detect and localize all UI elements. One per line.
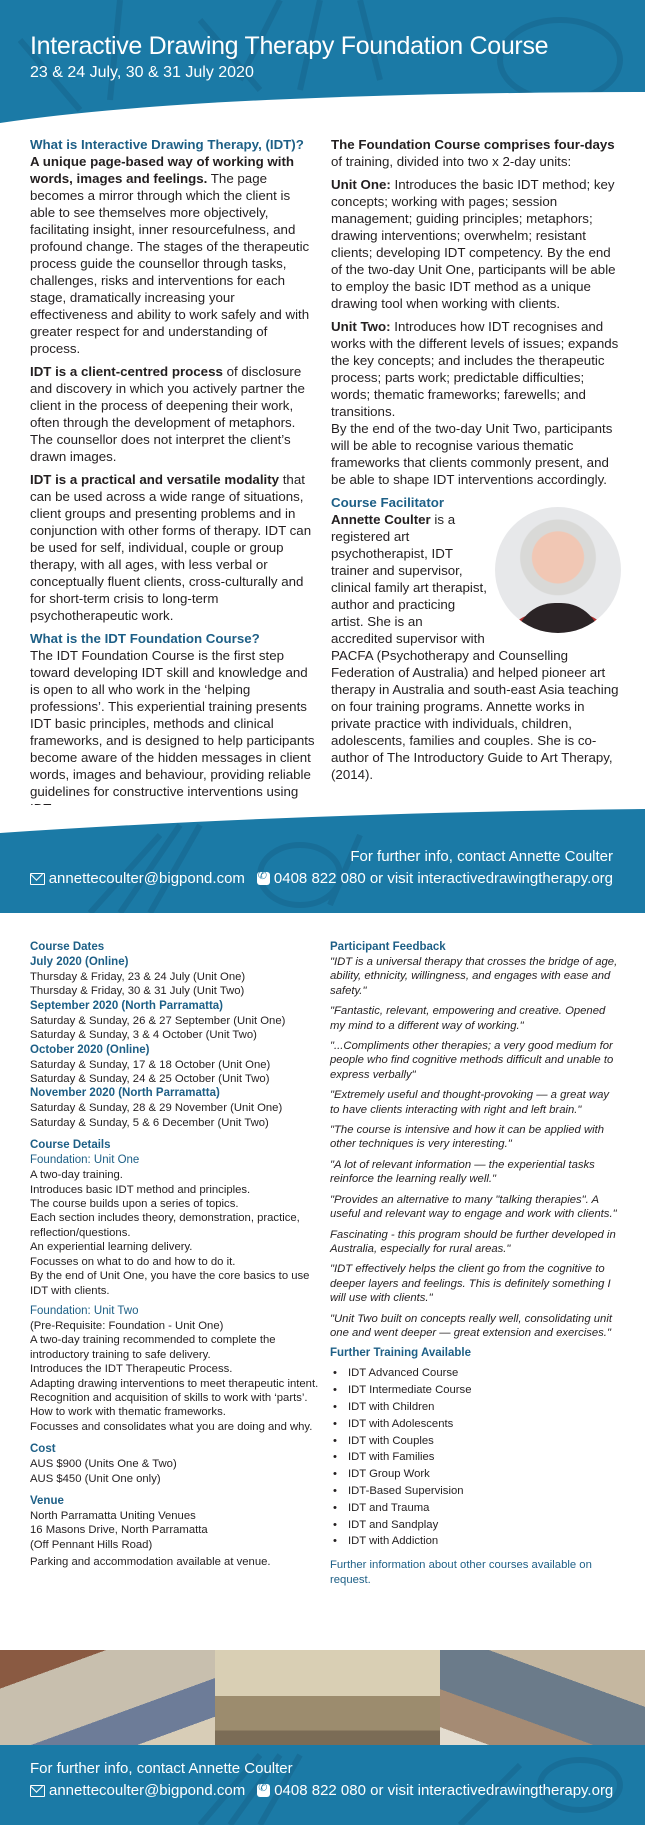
unit-one-label: Unit One: xyxy=(331,177,391,192)
unit-two-label: Unit Two: xyxy=(331,319,391,334)
intro-p3-text: that can be used across a wide range of situations, client groups and presenting problems and in conjunction with other forms of therapy. IDT can be used for self, individual, couple or group therapy, with all ages, with less verbal or conceptually fluent clients, cross-culturally and for short-term crisis to long-term psychotherapeutic work. xyxy=(30,472,312,623)
feedback-quote: "A lot of relevant information — the experiential tasks reinforce the learning really well." xyxy=(330,1158,595,1186)
detail-line: Recognition and acquisition of skills to work with ‘parts’. xyxy=(30,1391,308,1404)
further-training-list xyxy=(330,1365,620,1550)
feedback-quote: "IDT is a universal therapy that crosses the bridge of age, ability, ethnicity, willingness, and engages with ease and safety." xyxy=(330,956,618,997)
unit-two-heading: Foundation: Unit Two xyxy=(30,1304,139,1317)
foundation-course-heading: What is the IDT Foundation Course? xyxy=(30,631,260,646)
contact-phone-website[interactable]: 0408 822 080 or visit interactivedrawingtherapy.org xyxy=(273,870,613,887)
date-line: Saturday & Sunday, 5 & 6 December (Unit Two) xyxy=(30,1116,269,1129)
detail-line: By the end of Unit One, you have the core basics to use IDT with clients. xyxy=(30,1270,310,1297)
intro-column xyxy=(30,136,315,823)
facilitator-section xyxy=(331,494,621,783)
date-line: Saturday & Sunday, 17 & 18 October (Unit One) xyxy=(30,1058,271,1071)
date-line: Thursday & Friday, 23 & 24 July (Unit One) xyxy=(30,971,246,983)
detail-line: A two-day training. xyxy=(30,1169,123,1182)
date-group-heading: July 2020 (Online) xyxy=(30,956,129,968)
detail-line: Each section includes theory, demonstration, practice, reflection/questions. xyxy=(30,1212,300,1239)
facilitator-heading: Course Facilitator xyxy=(331,495,445,510)
venue-address: 16 Masons Drive, North Parramatta xyxy=(30,1524,208,1537)
intro-p1-text: The page becomes a mirror through which the client is able to see themselves more objectively, facilitating insight, inner resourcefulness, and profound change. The stages of the therapeutic process guide the counsellor through tasks, challenges, risks and interventions for each stage, dramatically increasing your effectiveness and ability to work safely and with greater respect for and understanding of process. xyxy=(30,171,310,356)
detail-line: Focusses and consolidates what you are doing and why. xyxy=(30,1420,313,1433)
foundation-course-text: The IDT Foundation Course is the first step toward developing IDT skill and knowledge and is open to all who work in the ‘helping professions’. This experiential training presents IDT basic principles, methods and clinical frameworks, and is designed to help participants become aware of the hidden messages in client words, images and behaviour, providing reliable guidelines for constructive interventions using xyxy=(30,648,315,799)
feedback-heading: Participant Feedback xyxy=(330,941,446,953)
feedback-quote: "Provides an alternative to many "talking therapies". A useful and relevant way to engage and work with clients." xyxy=(330,1193,617,1221)
detail-line: (Pre-Requisite: Foundation - Unit One) xyxy=(30,1319,224,1332)
detail-line: Focusses on what to do and how to do it. xyxy=(30,1255,236,1268)
detail-line: Introduces basic IDT method and principles. xyxy=(30,1183,251,1196)
date-group-heading: September 2020 (North Parramatta) xyxy=(30,999,224,1012)
training-item: • IDT with Families xyxy=(330,1449,620,1466)
intro-paragraph-3 xyxy=(30,471,315,624)
contact-email[interactable]: annettecoulter@bigpond.com xyxy=(48,870,245,887)
course-comprises-bold: The Foundation Course comprises four-days xyxy=(331,137,615,152)
date-group-heading: October 2020 (Online) xyxy=(30,1043,150,1056)
venue-note: Parking and accommodation available at venue. xyxy=(30,1556,271,1569)
course-dates-list xyxy=(30,955,320,1130)
details-column xyxy=(30,940,320,1570)
training-item: • IDT with Addiction xyxy=(330,1533,620,1550)
mail-icon xyxy=(30,873,45,885)
course-dates-subtitle: 23 & 24 July, 30 & 31 July 2020 xyxy=(30,64,254,81)
mail-icon xyxy=(30,1785,45,1797)
facilitator-photo xyxy=(495,507,621,633)
intro-paragraph-1 xyxy=(30,153,315,357)
unit-two-outcome: By the end of the two-day Unit Two, participants will be able to recognise various thematic frameworks that clients commonly present, and be able to shape IDT interventions accordingly. xyxy=(331,421,613,487)
course-dates-heading: Course Dates xyxy=(30,941,105,953)
training-item: • IDT and Sandplay xyxy=(330,1517,620,1534)
unit-two-text: Introduces how IDT recognises and works with the different levels of issues; expands the key concepts; and includes the therapeutic process; parts work; predictable difficulties; words; thematic frameworks; farewells; and transitions. xyxy=(331,319,619,419)
training-item: • IDT Advanced Course xyxy=(330,1365,620,1382)
detail-line: Introduces the IDT Therapeutic Process. xyxy=(30,1363,233,1376)
feedback-quote: "...Compliments other therapies; a very good medium for people who find cognitive methods difficult and unable to express verbally" xyxy=(330,1040,614,1081)
contact-details xyxy=(30,870,613,887)
phone-icon xyxy=(257,872,270,885)
unit-one-heading: Foundation: Unit One xyxy=(30,1154,140,1167)
cost-heading: Cost xyxy=(30,1443,56,1456)
detail-line: Adapting drawing interventions to meet therapeutic intent. xyxy=(30,1377,319,1390)
footer-contact-details xyxy=(30,1782,613,1799)
intro-paragraph-2 xyxy=(30,363,315,465)
header-banner xyxy=(0,0,645,130)
detail-line: How to work with thematic frameworks. xyxy=(30,1406,226,1419)
date-line: Saturday & Sunday, 26 & 27 September (Unit One) xyxy=(30,1014,286,1027)
date-line: Saturday & Sunday, 24 & 25 October (Unit Two) xyxy=(30,1073,270,1086)
feedback-quote: Fascinating - this program should be further developed in Australia, especially for rural areas." xyxy=(330,1228,616,1255)
training-item: • IDT Intermediate Course xyxy=(330,1382,620,1399)
phone-icon xyxy=(257,1784,270,1797)
venue-name: North Parramatta Uniting Venues xyxy=(30,1509,196,1522)
further-training-heading: Further Training Available xyxy=(330,1347,472,1360)
unit-one-details xyxy=(30,1168,320,1298)
training-item: • IDT-Based Supervision xyxy=(330,1483,620,1500)
unit-one-text: Introduces the basic IDT method; key concepts; working with pages; session management; guiding principles; metaphors; drawing interventions; overwhelm; resistant clients; developing IDT competency. By the end of the two-day Unit One, participants will be able to employ the basic IDT method as a unique drawing tool when working with clients. xyxy=(331,177,616,311)
course-details-heading: Course Details xyxy=(30,1139,111,1152)
venue-heading: Venue xyxy=(30,1494,64,1507)
what-is-idt-heading: What is Interactive Drawing Therapy, (IDT)? xyxy=(30,137,304,152)
band-curve xyxy=(0,805,645,835)
detail-line: A two-day training recommended to complete the introductory training to safe delivery. xyxy=(30,1334,276,1361)
contact-heading: For further info, contact Annette Coulter xyxy=(350,848,613,865)
intro-p2-bold: IDT is a client-centred process xyxy=(30,364,223,379)
page-title: Interactive Drawing Therapy Foundation Course xyxy=(30,32,549,60)
feedback-quote: "Fantastic, relevant, empowering and creative. Opened my mind to a different way of working." xyxy=(330,1005,606,1032)
unit-one-description xyxy=(331,176,621,312)
cost-unit-one: AUS $450 (Unit One only) xyxy=(30,1472,161,1485)
course-comprises xyxy=(331,136,621,170)
training-item: • IDT and Trauma xyxy=(330,1500,620,1517)
unit-two-description xyxy=(331,318,621,420)
intro-p2-text: of disclosure and discovery in which you actively partner the client in the process of deepening their work, often through the development of metaphors. The counsellor does not interpret the client’s drawn images. xyxy=(30,364,305,464)
course-comprises-text: of training, divided into two x 2-day units: xyxy=(331,154,572,169)
intro-p3-bold: IDT is a practical and versatile modality xyxy=(30,472,280,487)
contact-band xyxy=(0,805,645,913)
detail-line: An experiential learning delivery. xyxy=(30,1241,193,1254)
cost-list xyxy=(30,1457,320,1486)
intro-p1-bold: A unique page-based way of working with words, images and feelings. xyxy=(30,154,294,186)
feedback-column xyxy=(330,940,620,1587)
feedback-quote: "The course is intensive and how it can be applied with other techniques is very interesting." xyxy=(330,1124,605,1151)
course-column xyxy=(331,136,621,789)
feedback-quotes xyxy=(330,955,620,1340)
date-line: Saturday & Sunday, 3 & 4 October (Unit Two) xyxy=(30,1029,257,1042)
feedback-quote: "Extremely useful and thought-provoking — a great way to have clients interacting with right and left brain." xyxy=(330,1089,610,1116)
detail-line: The course builds upon a series of topics. xyxy=(30,1198,239,1211)
date-line: Thursday & Friday, 30 & 31 July (Unit Two) xyxy=(30,985,245,998)
footer-contact-heading: For further info, contact Annette Coulter xyxy=(30,1760,293,1777)
header-curve xyxy=(0,88,645,130)
training-item: • IDT with Adolescents xyxy=(330,1416,620,1433)
training-item: • IDT with Children xyxy=(330,1399,620,1416)
facilitator-name: Annette Coulter xyxy=(331,512,431,527)
footer-contact-email[interactable]: annettecoulter@bigpond.com xyxy=(49,1782,246,1799)
footer-contact-phone-website[interactable]: 0408 822 080 or visit interactivedrawingtherapy.org xyxy=(274,1782,614,1799)
venue-directions: (Off Pennant Hills Road) xyxy=(30,1538,153,1551)
feedback-quote: "IDT effectively helps the client go from the cognitive to deeper layers and feelings. This is definitely something I will use with clients." xyxy=(330,1263,611,1305)
date-group-heading: November 2020 (North Parramatta) xyxy=(30,1087,220,1100)
cost-full: AUS $900 (Units One & Two) xyxy=(30,1458,177,1471)
facilitator-bio-text: is a registered art psychotherapist, IDT trainer and supervisor, clinical family art therapist, author and practicing artist. She is an accredited supervisor with PACFA (Psychotherapy and Counselling Federation of Australia) and helped pioneer art therapy in Australia and south-east Asia teaching on four training programs. Annette works in private practice with individuals, children, adolescents, families and couples. She is co-author of The Introductory Guide to Art Therapy, (2014). xyxy=(331,512,619,782)
date-line: Saturday & Sunday, 28 & 29 November (Unit One) xyxy=(30,1102,283,1115)
training-item: • IDT Group Work xyxy=(330,1466,620,1483)
further-info-note: Further information about other courses available on request. xyxy=(330,1559,592,1586)
training-item: • IDT with Couples xyxy=(330,1433,620,1450)
unit-two-details xyxy=(30,1319,320,1434)
feedback-quote: "Unit Two built on concepts really well, consolidating unit one and went deeper — great extension and exercises." xyxy=(330,1312,612,1339)
